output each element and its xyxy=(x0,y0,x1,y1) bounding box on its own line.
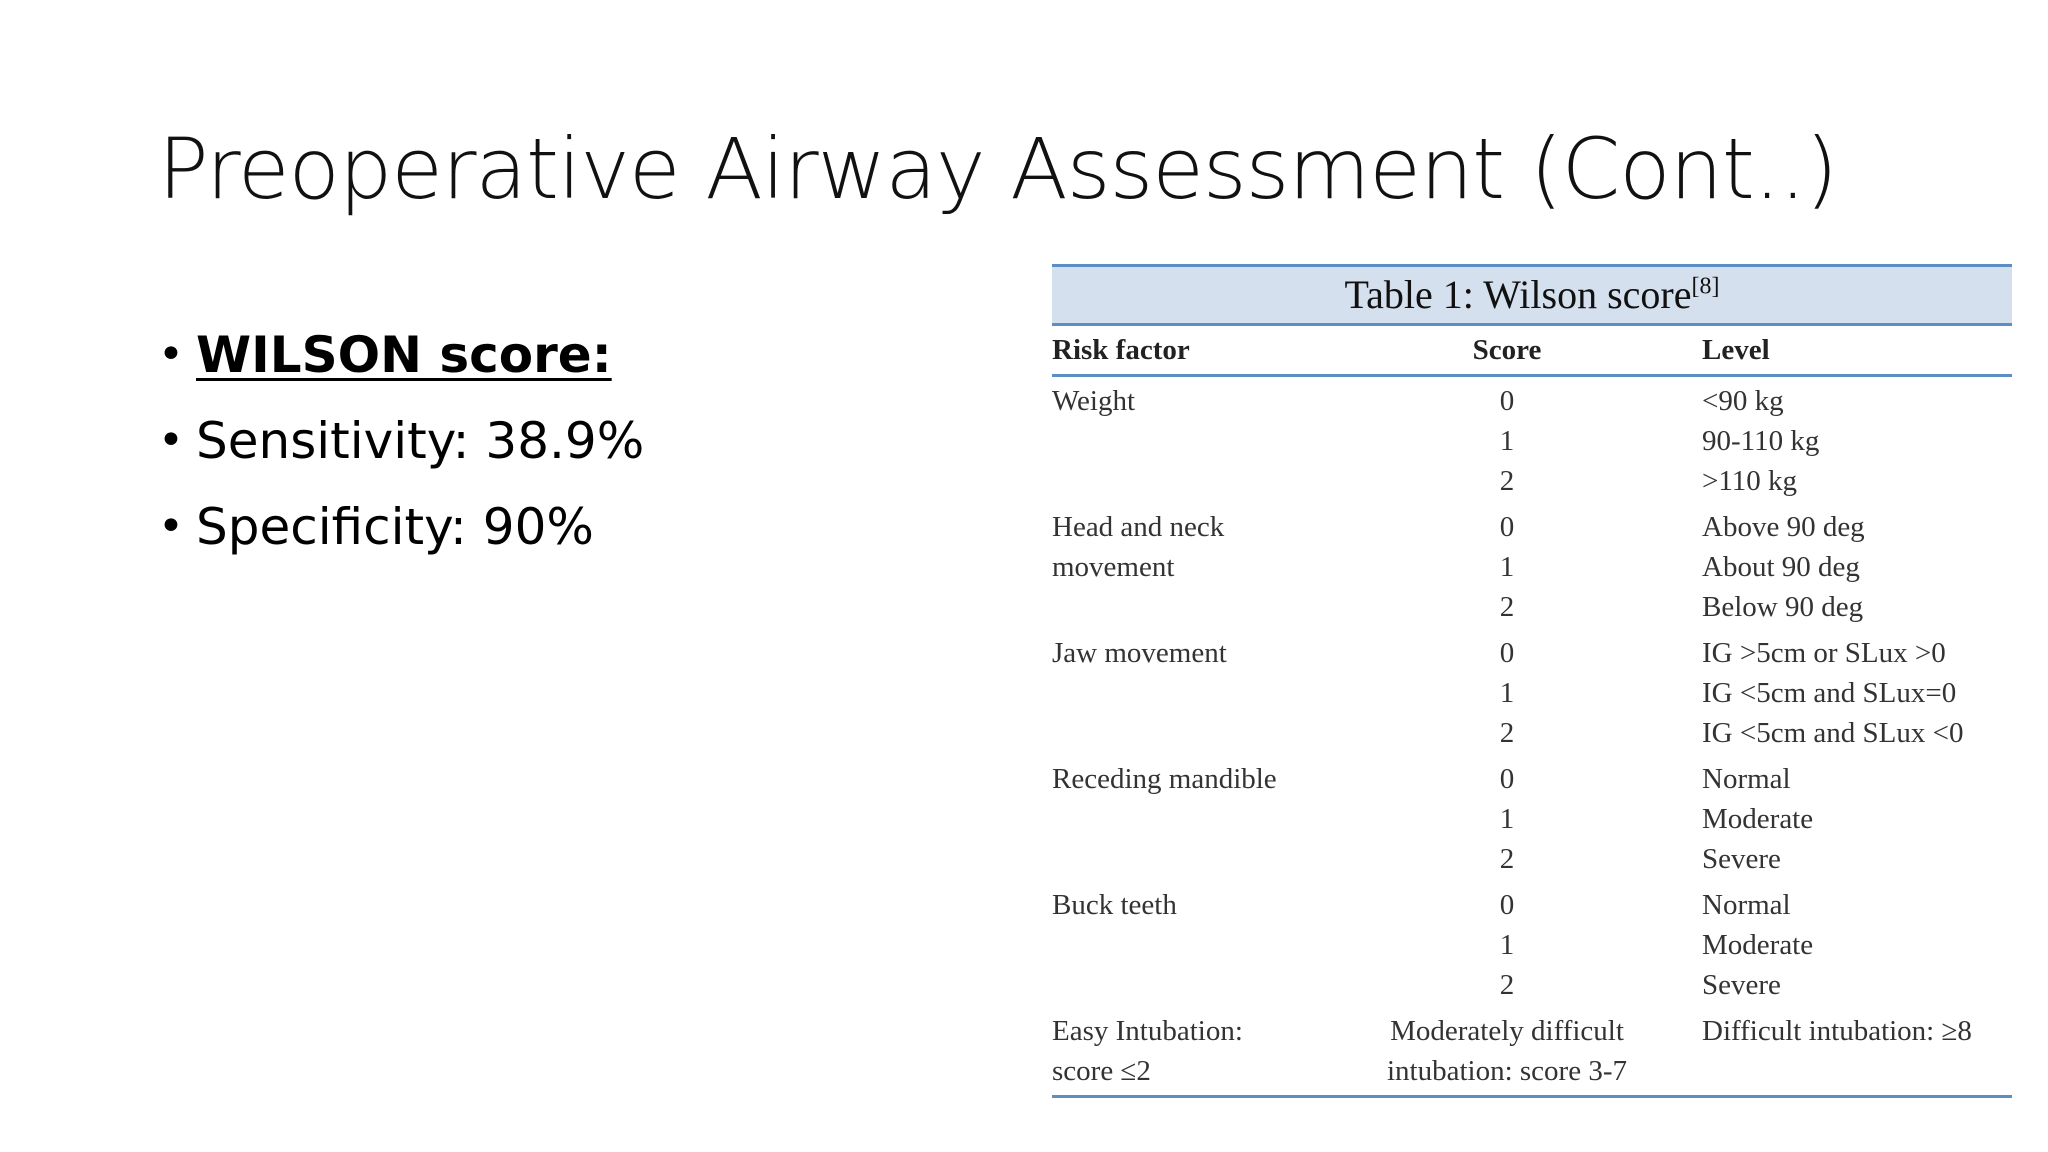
bullet-dot-icon: • xyxy=(158,415,184,466)
header-risk-factor: Risk factor xyxy=(1052,326,1357,376)
risk-factor-cell xyxy=(1052,879,1357,1005)
footer-difficult xyxy=(1657,1005,2012,1097)
table-footer-row xyxy=(1052,1005,2012,1097)
table-body xyxy=(1052,326,2012,1098)
table-caption-text: Table 1: Wilson score xyxy=(1344,272,1692,317)
bullet-text: Sensitivity: 38.9% xyxy=(196,412,645,470)
bullet-item-wilson xyxy=(158,312,644,398)
score-cell-line: 2 xyxy=(1499,717,1515,749)
header-level: Level xyxy=(1657,326,2012,376)
table-row xyxy=(1052,376,2012,502)
risk-factor-cell xyxy=(1052,753,1357,879)
score-cell xyxy=(1357,627,1657,753)
risk-factor-cell-line: Buck teeth xyxy=(1052,889,1177,921)
level-cell-line: Below 90 deg xyxy=(1702,591,1864,623)
score-cell-line: 2 xyxy=(1499,969,1515,1001)
level-cell-line: IG <5cm and SLux <0 xyxy=(1702,717,1964,749)
level-cell-line: Above 90 deg xyxy=(1702,511,1865,543)
table-row xyxy=(1052,627,2012,753)
level-cell-line: Moderate xyxy=(1702,803,1814,835)
level-cell-line: Normal xyxy=(1702,889,1791,921)
score-cell-line: 1 xyxy=(1499,677,1515,709)
table-header-row xyxy=(1052,326,2012,376)
bullet-item-specificity xyxy=(158,484,644,570)
level-cell-line: 90-110 kg xyxy=(1702,425,1820,457)
header-score: Score xyxy=(1357,326,1657,376)
level-cell-line: <90 kg xyxy=(1702,385,1784,417)
bullet-item-sensitivity xyxy=(158,398,644,484)
footer-easy-line: Easy Intubation: xyxy=(1052,1015,1243,1047)
bullet-dot-icon: • xyxy=(158,329,184,380)
table-caption-ref: [8] xyxy=(1691,273,1720,300)
table-row xyxy=(1052,501,2012,627)
score-cell xyxy=(1357,501,1657,627)
footer-moderate-line: intubation: score 3-7 xyxy=(1386,1055,1627,1087)
risk-factor-cell-line: Receding mandible xyxy=(1052,763,1277,795)
table-caption xyxy=(1052,264,2012,326)
bullet-text: Specificity: 90% xyxy=(196,498,594,556)
bullet-list xyxy=(158,312,644,570)
score-cell-line: 1 xyxy=(1499,803,1515,835)
level-cell-line: Normal xyxy=(1702,763,1791,795)
score-cell-line: 0 xyxy=(1499,637,1515,669)
level-cell xyxy=(1657,501,2012,627)
score-cell xyxy=(1357,753,1657,879)
score-cell xyxy=(1357,376,1657,502)
score-cell-line: 2 xyxy=(1499,465,1515,497)
risk-factor-cell xyxy=(1052,376,1357,502)
score-cell-line: 1 xyxy=(1499,425,1515,457)
level-cell-line: Severe xyxy=(1702,969,1781,1001)
table-row xyxy=(1052,753,2012,879)
bullet-text: WILSON score: xyxy=(196,326,612,384)
table-groups xyxy=(1052,376,2012,1097)
level-cell-line: IG <5cm and SLux=0 xyxy=(1702,677,1957,709)
bullet-dot-icon: • xyxy=(158,501,184,552)
footer-moderate xyxy=(1357,1005,1657,1097)
risk-factor-cell xyxy=(1052,501,1357,627)
wilson-score-table xyxy=(1052,264,2012,1098)
level-cell-line: Moderate xyxy=(1702,929,1814,961)
slide-title: Preoperative Airway Assessment (Cont..) xyxy=(158,120,1837,218)
score-cell-line: 2 xyxy=(1499,591,1515,623)
footer-difficult-line: Difficult intubation: ≥8 xyxy=(1702,1015,1972,1047)
level-cell xyxy=(1657,376,2012,502)
score-cell-line: 0 xyxy=(1499,889,1515,921)
score-cell-line: 0 xyxy=(1499,511,1515,543)
level-cell-line: >110 kg xyxy=(1702,465,1798,497)
footer-easy-line: score ≤2 xyxy=(1052,1055,1151,1087)
risk-factor-cell-line: Jaw movement xyxy=(1052,637,1227,669)
footer-moderate-line: Moderately difficult xyxy=(1390,1015,1624,1047)
level-cell xyxy=(1657,879,2012,1005)
level-cell xyxy=(1657,627,2012,753)
score-cell-line: 0 xyxy=(1499,385,1515,417)
level-cell-line: IG >5cm or SLux >0 xyxy=(1702,637,1946,669)
footer-easy xyxy=(1052,1005,1357,1097)
risk-factor-cell-line: Head and neck xyxy=(1052,511,1225,543)
level-cell xyxy=(1657,753,2012,879)
table-row xyxy=(1052,879,2012,1005)
score-cell-line: 1 xyxy=(1499,929,1515,961)
risk-factor-cell xyxy=(1052,627,1357,753)
risk-factor-cell-line: Weight xyxy=(1052,385,1136,417)
score-cell-line: 0 xyxy=(1499,763,1515,795)
score-cell-line: 2 xyxy=(1499,843,1515,875)
level-cell-line: About 90 deg xyxy=(1702,551,1860,583)
risk-factor-cell-line: movement xyxy=(1052,551,1175,583)
score-cell xyxy=(1357,879,1657,1005)
level-cell-line: Severe xyxy=(1702,843,1781,875)
score-cell-line: 1 xyxy=(1499,551,1515,583)
